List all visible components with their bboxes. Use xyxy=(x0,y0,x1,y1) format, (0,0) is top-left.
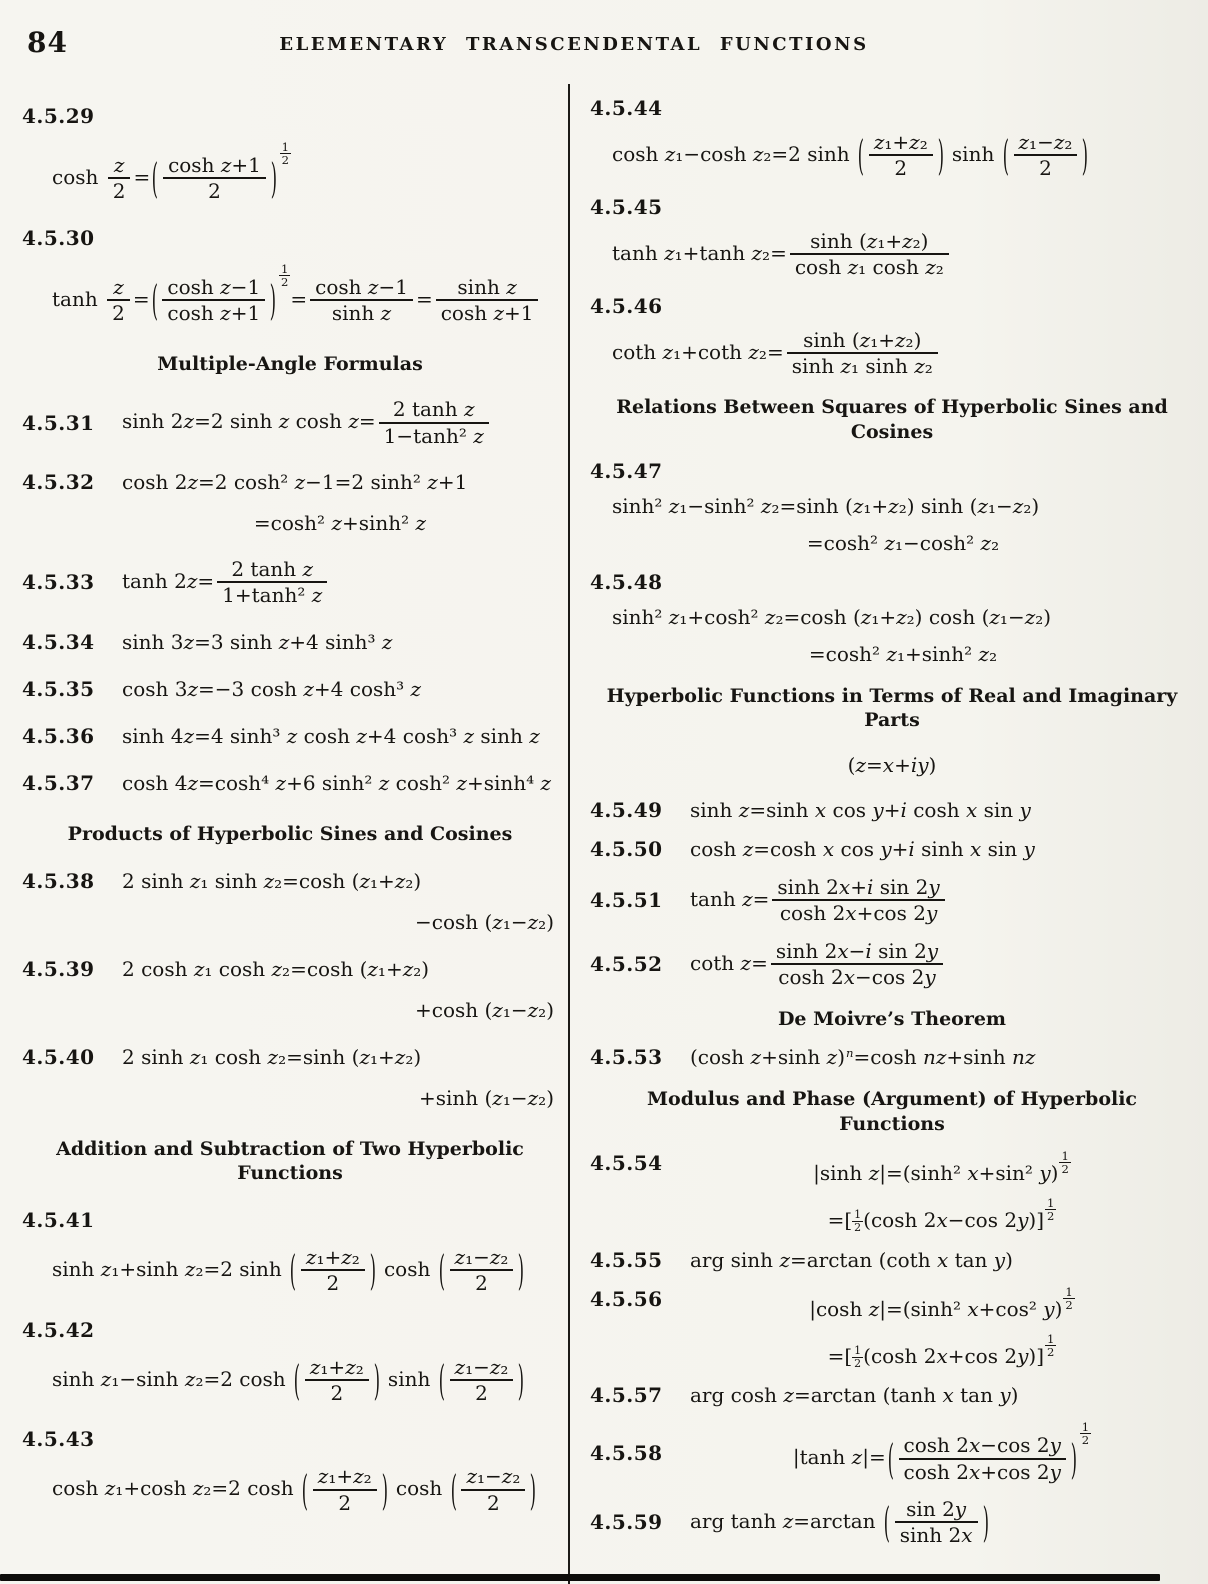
equation xyxy=(590,293,1194,379)
equation xyxy=(22,868,558,935)
fraction: $\frac{\text{2 tanh z}}{\text{1+tanh² z}}$ xyxy=(217,558,327,607)
superscript xyxy=(1059,1148,1070,1176)
page-number: 84 xyxy=(27,26,68,59)
fraction: $\frac{\text{z₁−z₂}}{2}$ xyxy=(461,1465,525,1514)
big-paren-close: ) xyxy=(381,1465,388,1515)
big-paren-close: ) xyxy=(1070,1434,1077,1484)
equation-body xyxy=(110,770,558,796)
equation-number: 4.5.36 xyxy=(22,723,95,748)
equation-formula: +cosh (z₁−z₂) xyxy=(414,997,554,1022)
fraction: $\frac{\text{z₁−z₂}}{2}$ xyxy=(450,1246,514,1295)
equation-body xyxy=(110,956,558,1023)
equation-number: 4.5.47 xyxy=(590,458,663,483)
equation-formula: sinh² z₁−sinh² z₂=sinh (z₁+z₂) sinh (z₁−z₂) xyxy=(612,493,1040,518)
section-heading: De Moivre’s Theorem xyxy=(777,1007,1007,1030)
equation-formula: coth z= $\frac{\text{sinh 2x−i sin 2y}}{\cosh 2x-\cos 2y}$ xyxy=(690,939,1194,990)
equation-formula: cosh 2z=2 cosh² z−1=2 sinh² z+1 xyxy=(122,470,468,495)
equation-number: 4.5.55 xyxy=(590,1247,663,1272)
superscript xyxy=(280,140,291,168)
equation xyxy=(22,956,558,1023)
equation xyxy=(590,1044,1194,1070)
fraction: $\frac{\sin 2y}{\sinh 2x}$ xyxy=(895,1498,978,1547)
equation-formula: tanh 2z= $\frac{\text{2 tanh z}}{\text{1+tanh² z}}$ xyxy=(122,557,558,608)
equation-body xyxy=(22,1464,558,1515)
equation-formula: sinh z₁−sinh z₂=2 cosh ( $\frac{\text{z₁+z₂}}{2}$ ) sinh ( $\frac{\text{z₁−z₂}}{2}$ ) xyxy=(52,1354,525,1406)
equation-formula: 2 sinh z₁ cosh z₂=sinh (z₁+z₂) xyxy=(122,1044,422,1069)
half-fraction: $\frac{1}{2}$ xyxy=(854,1208,862,1234)
equation-formula: sinh z=sinh x cos y+i cosh x sin y xyxy=(690,798,1031,823)
equation-number: 4.5.46 xyxy=(590,293,663,318)
equation-number: 4.5.53 xyxy=(590,1045,663,1070)
big-paren-close: ) xyxy=(530,1465,537,1515)
half-fraction: 1 2 xyxy=(1047,1331,1055,1359)
equation-number: 4.5.40 xyxy=(22,1044,95,1069)
equation-number: 4.5.50 xyxy=(590,837,663,862)
equation-body xyxy=(678,797,1194,823)
equation-body xyxy=(678,1044,1194,1070)
equation xyxy=(22,397,558,448)
equation-number: 4.5.56 xyxy=(590,1286,663,1311)
equation-body xyxy=(678,1150,1194,1234)
section-heading: Hyperbolic Functions in Terms of Real and Imaginary Parts xyxy=(606,684,1178,732)
equation xyxy=(590,1382,1194,1408)
equation-body xyxy=(110,557,558,608)
section-heading: Products of Hyperbolic Sines and Cosines xyxy=(67,822,513,845)
equation-formula: sinh z₁+sinh z₂=2 sinh ( $\frac{\text{z₁+z₂}}{2}$ ) cosh ( $\frac{\text{z₁−z₂}}{2}$ ) xyxy=(52,1244,525,1296)
equation-formula: cosh 4z=cosh⁴ z+6 sinh² z cosh² z+sinh⁴ z xyxy=(122,770,552,795)
fraction: $\frac{\text{sinh 2x−i sin 2y}}{\cosh 2x-\cos 2y}$ xyxy=(771,940,943,989)
equation-number: 4.5.58 xyxy=(590,1440,663,1465)
equation-number: 4.5.35 xyxy=(22,676,95,701)
equation xyxy=(22,1426,558,1515)
equation-formula: tanh z₁+tanh z₂= $\frac{\text{sinh (z₁+z₂)}}{\text{cosh z₁ cosh z₂}}$ xyxy=(612,229,1194,280)
equation-body xyxy=(678,939,1194,990)
big-paren-open: ( xyxy=(857,130,865,180)
equation-formula: |cosh z|=(sinh² x+cos² y) $^{\frac{1}{2}}$ xyxy=(809,1284,1073,1321)
equation-formula: coth z₁+coth z₂= $\frac{\text{sinh (z₁+z₂)}}{\text{sinh z₁ sinh z₂}}$ xyxy=(612,328,1194,379)
equation-formula: (cosh z+sinh z)$^n$=cosh nz+sinh nz xyxy=(690,1045,1036,1070)
fraction: $\frac{\text{z₁−z₂}}{2}$ xyxy=(450,1356,514,1405)
fraction: $\frac{\text{sinh 2x+i sin 2y}}{\cosh 2x+\cos 2y}$ xyxy=(772,876,944,925)
equation xyxy=(590,1150,1194,1234)
equation-body xyxy=(590,130,1194,181)
fraction: $\frac{\text{cosh z−1}}{\text{sinh z}}$ xyxy=(310,276,413,325)
running-header: ELEMENTARY TRANSCENDENTAL FUNCTIONS xyxy=(279,34,869,55)
equation-body xyxy=(22,263,558,326)
superscript: n xyxy=(846,1046,854,1061)
equation-number: 4.5.37 xyxy=(22,770,95,795)
superscript xyxy=(1063,1284,1074,1312)
equation xyxy=(590,797,1194,823)
equation-formula: tanh z= $\frac{\text{sinh 2x+i sin 2y}}{\cosh 2x+\cos 2y}$ xyxy=(690,875,1194,926)
equation xyxy=(590,1247,1194,1273)
equation-number: 4.5.44 xyxy=(590,96,663,120)
equation-formula: arg tanh z=arctan ( $\frac{\sin 2y}{\sinh 2x}$ ) xyxy=(690,1497,989,1548)
equation xyxy=(590,194,1194,280)
fraction: $\frac{\text{z₁−z₂}}{2}$ xyxy=(1014,131,1078,180)
equation-number: 4.5.32 xyxy=(22,470,95,495)
equation-body xyxy=(110,723,558,749)
big-paren-open: ( xyxy=(293,1355,301,1405)
equation-body xyxy=(22,141,558,204)
equation-formula: −cosh (z₁−z₂) xyxy=(414,909,554,934)
superscript xyxy=(1080,1420,1091,1448)
equation-number: 4.5.59 xyxy=(590,1510,663,1535)
two-column-layout xyxy=(0,74,1208,1584)
equation-body xyxy=(22,1355,558,1406)
equation xyxy=(22,1044,558,1111)
fraction: $\frac{\text{sinh (z₁+z₂)}}{\text{sinh z₁ sinh z₂}}$ xyxy=(787,329,938,378)
page-header xyxy=(0,0,1208,74)
big-paren-close: ) xyxy=(269,275,277,325)
column-left xyxy=(22,82,562,1584)
equation xyxy=(22,557,558,608)
superscript xyxy=(1045,1195,1056,1224)
equation-body xyxy=(110,397,558,448)
equation xyxy=(22,469,558,536)
equation-body xyxy=(110,629,558,655)
big-paren-close: ) xyxy=(1082,130,1089,180)
equation-number: 4.5.42 xyxy=(22,1317,95,1342)
big-paren-open: ( xyxy=(887,1434,894,1484)
equation-formula: =cosh² z+sinh² z xyxy=(253,511,427,536)
equation-body xyxy=(678,1382,1194,1408)
half-fraction: 1 2 xyxy=(281,140,290,168)
equation xyxy=(22,225,558,326)
half-fraction: 1 2 xyxy=(1061,1148,1069,1176)
scan-edge-bottom xyxy=(0,1574,1160,1581)
big-paren-close: ) xyxy=(518,1355,525,1405)
equation-body xyxy=(22,1245,558,1296)
equation-body xyxy=(678,1286,1194,1370)
equation-number: 4.5.52 xyxy=(590,952,663,977)
equation xyxy=(590,569,1194,667)
equation-formula: sinh 4z=4 sinh³ z cosh z+4 cosh³ z sinh z xyxy=(122,723,540,748)
big-paren-open: ( xyxy=(289,1245,297,1295)
equation-formula: sinh² z₁+cosh² z₂=cosh (z₁+z₂) cosh (z₁−z₂) xyxy=(612,604,1052,629)
equation-formula: |tanh z|=( $\frac{\cosh 2x-\cos 2y}{\cosh 2x+\cos 2y}$ ) $^{\frac{1}{2}}$ xyxy=(792,1420,1090,1484)
big-paren-close: ) xyxy=(518,1245,525,1295)
equation-formula: =[ $\frac{1}{2}$ (cosh 2x+cos 2y)] $^{\frac{1}{2}}$ xyxy=(827,1331,1055,1370)
equation-formula: 2 sinh z₁ sinh z₂=cosh (z₁+z₂) xyxy=(122,868,422,893)
big-paren-open: ( xyxy=(1002,130,1009,180)
equation-body xyxy=(590,328,1194,379)
fraction: $\frac{\text{z₁+z₂}}{2}$ xyxy=(305,1356,369,1405)
equation xyxy=(590,875,1194,926)
section-heading: Addition and Subtraction of Two Hyperbolic Functions xyxy=(56,1137,524,1185)
equation-number: 4.5.41 xyxy=(22,1207,95,1232)
equation-body xyxy=(678,1497,1194,1548)
fraction: $\frac{\text{z₁+z₂}}{2}$ xyxy=(869,131,933,180)
equation xyxy=(22,723,558,749)
equation-formula: arg sinh z=arctan (coth x tan y) xyxy=(690,1247,1013,1272)
fraction: $\frac{\text{z₁+z₂}}{2}$ xyxy=(313,1465,377,1514)
section-heading: Multiple-Angle Formulas xyxy=(157,352,423,375)
equation-number: 4.5.45 xyxy=(590,194,663,219)
equation-body xyxy=(678,1421,1194,1484)
equation xyxy=(590,95,1194,181)
half-fraction: 1 2 xyxy=(1065,1284,1073,1312)
equation xyxy=(22,1207,558,1296)
equation-formula: cosh z₁+cosh z₂=2 cosh ( $\frac{\text{z₁+z₂}}{2}$ ) cosh ( $\frac{\text{z₁−z₂}}{2}$ ) xyxy=(52,1464,537,1515)
half-fraction: 1 2 xyxy=(1081,1420,1090,1448)
equation-body xyxy=(590,493,1194,556)
equation-body xyxy=(678,1247,1194,1273)
big-paren-open: ( xyxy=(883,1497,890,1548)
big-paren-close: ) xyxy=(982,1497,989,1548)
big-paren-open: ( xyxy=(438,1245,445,1295)
equation-formula: =[ $\frac{1}{2}$ (cosh 2x−cos 2y)] $^{\frac{1}{2}}$ xyxy=(827,1195,1055,1234)
equation-number: 4.5.48 xyxy=(590,569,663,594)
fraction: $\frac{\text{sinh (z₁+z₂)}}{\text{cosh z₁ cosh z₂}}$ xyxy=(790,230,949,279)
fraction: $\frac{\text{cosh z+1}}{2}$ xyxy=(163,154,266,203)
equation xyxy=(22,676,558,702)
equation-body xyxy=(110,1044,558,1111)
fraction: $\frac{z}{2}$ xyxy=(107,276,130,325)
equation-number: 4.5.39 xyxy=(22,956,95,981)
equation-body xyxy=(678,836,1194,862)
equation-number: 4.5.31 xyxy=(22,410,95,435)
fraction: $\frac{\cosh 2x-\cos 2y}{\cosh 2x+\cos 2y}$ xyxy=(899,1434,1066,1483)
equation-formula: 2 cosh z₁ cosh z₂=cosh (z₁+z₂) xyxy=(122,956,430,981)
equation-number: 4.5.33 xyxy=(22,570,95,595)
column-divider xyxy=(568,84,570,1584)
equation xyxy=(590,1497,1194,1548)
fraction: $\frac{\text{2 tanh z}}{\text{1−tanh² z}}$ xyxy=(379,398,489,447)
equation-formula: cosh z=cosh x cos y+i sinh x sin y xyxy=(690,837,1035,862)
equation-formula: +sinh (z₁−z₂) xyxy=(418,1085,554,1110)
equation-formula: cosh $\frac{z}{2}$ =( $\frac{\text{cosh z+1}}{2}$ ) $^{\frac{1}{2}}$ xyxy=(52,140,290,204)
equation xyxy=(22,629,558,655)
equation xyxy=(590,458,1194,556)
equation-formula: sinh 3z=3 sinh z+4 sinh³ z xyxy=(122,629,393,654)
equation-number: 4.5.29 xyxy=(22,104,95,128)
equation-formula: cosh 3z=−3 cosh z+4 cosh³ z xyxy=(122,676,422,701)
fraction: $\frac{\text{z₁+z₂}}{2}$ xyxy=(301,1246,365,1295)
equation xyxy=(22,103,558,204)
equation-formula: tanh $\frac{z}{2}$ =( $\frac{\text{cosh z−1}}{\text{cosh z+1}}$ ) $^{\frac{1}{2}}$ = $\frac{\text{cosh z−1}}{\text{sinh z}}$ = $\frac{\text{sinh z}}{\text{cosh z+1}}$ xyxy=(52,263,558,326)
equation-formula: sinh 2z=2 sinh z cosh z= $\frac{\text{2 tanh z}}{\text{1−tanh² z}}$ xyxy=(122,397,558,448)
half-fraction: 1 2 xyxy=(1047,1195,1055,1224)
math-line: (z=x+iy) xyxy=(847,753,937,778)
equation-body xyxy=(590,604,1194,667)
column-right xyxy=(576,82,1194,1584)
big-paren-open: ( xyxy=(450,1465,457,1515)
big-paren-open: ( xyxy=(151,275,158,325)
equation xyxy=(590,1421,1194,1484)
equation-body xyxy=(678,875,1194,926)
fraction: $\frac{z}{2}$ xyxy=(108,154,131,203)
equation-number: 4.5.30 xyxy=(22,225,95,250)
equation xyxy=(590,1286,1194,1370)
equation-formula: =cosh² z₁−cosh² z₂ xyxy=(806,530,1000,555)
section-heading: Modulus and Phase (Argument) of Hyperbolic Functions xyxy=(646,1088,1137,1136)
big-paren-close: ) xyxy=(373,1355,380,1405)
equation xyxy=(590,939,1194,990)
equation-body xyxy=(110,676,558,702)
equation-formula: =cosh² z₁+sinh² z₂ xyxy=(808,641,998,666)
equation-formula: |sinh z|=(sinh² x+sin² y) $^{\frac{1}{2}}$ xyxy=(813,1148,1069,1185)
equation-number: 4.5.43 xyxy=(22,1427,95,1452)
equation xyxy=(22,770,558,796)
equation-formula: arg cosh z=arctan (tanh x tan y) xyxy=(690,1383,1019,1408)
big-paren-close: ) xyxy=(937,130,944,180)
big-paren-close: ) xyxy=(369,1245,376,1295)
big-paren-open: ( xyxy=(301,1465,309,1515)
big-paren-open: ( xyxy=(438,1355,445,1405)
fraction: $\frac{\text{sinh z}}{\text{cosh z+1}}$ xyxy=(436,276,539,325)
superscript xyxy=(279,261,290,289)
equation-number: 4.5.38 xyxy=(22,868,95,893)
equation-number: 4.5.57 xyxy=(590,1383,663,1408)
section-heading: Relations Between Squares of Hyperbolic Sines and Cosines xyxy=(616,396,1168,444)
equation-number: 4.5.34 xyxy=(22,629,95,654)
half-fraction: $\frac{1}{2}$ xyxy=(854,1344,862,1370)
equation xyxy=(590,836,1194,862)
equation xyxy=(22,1317,558,1406)
fraction: $\frac{\text{cosh z−1}}{\text{cosh z+1}}$ xyxy=(162,276,265,325)
superscript xyxy=(1045,1331,1056,1359)
equation-number: 4.5.49 xyxy=(590,798,663,823)
equation-body xyxy=(590,229,1194,280)
equation-body xyxy=(110,469,558,536)
half-fraction: 1 2 xyxy=(281,261,289,289)
big-paren-close: ) xyxy=(270,153,277,203)
equation-number: 4.5.51 xyxy=(590,888,663,913)
equation-formula: cosh z₁−cosh z₂=2 sinh ( $\frac{\text{z₁+z₂}}{2}$ ) sinh ( $\frac{\text{z₁−z₂}}{2}$ ) xyxy=(612,130,1089,181)
equation-number: 4.5.54 xyxy=(590,1150,663,1175)
big-paren-open: ( xyxy=(152,153,159,203)
equation-body xyxy=(110,868,558,935)
